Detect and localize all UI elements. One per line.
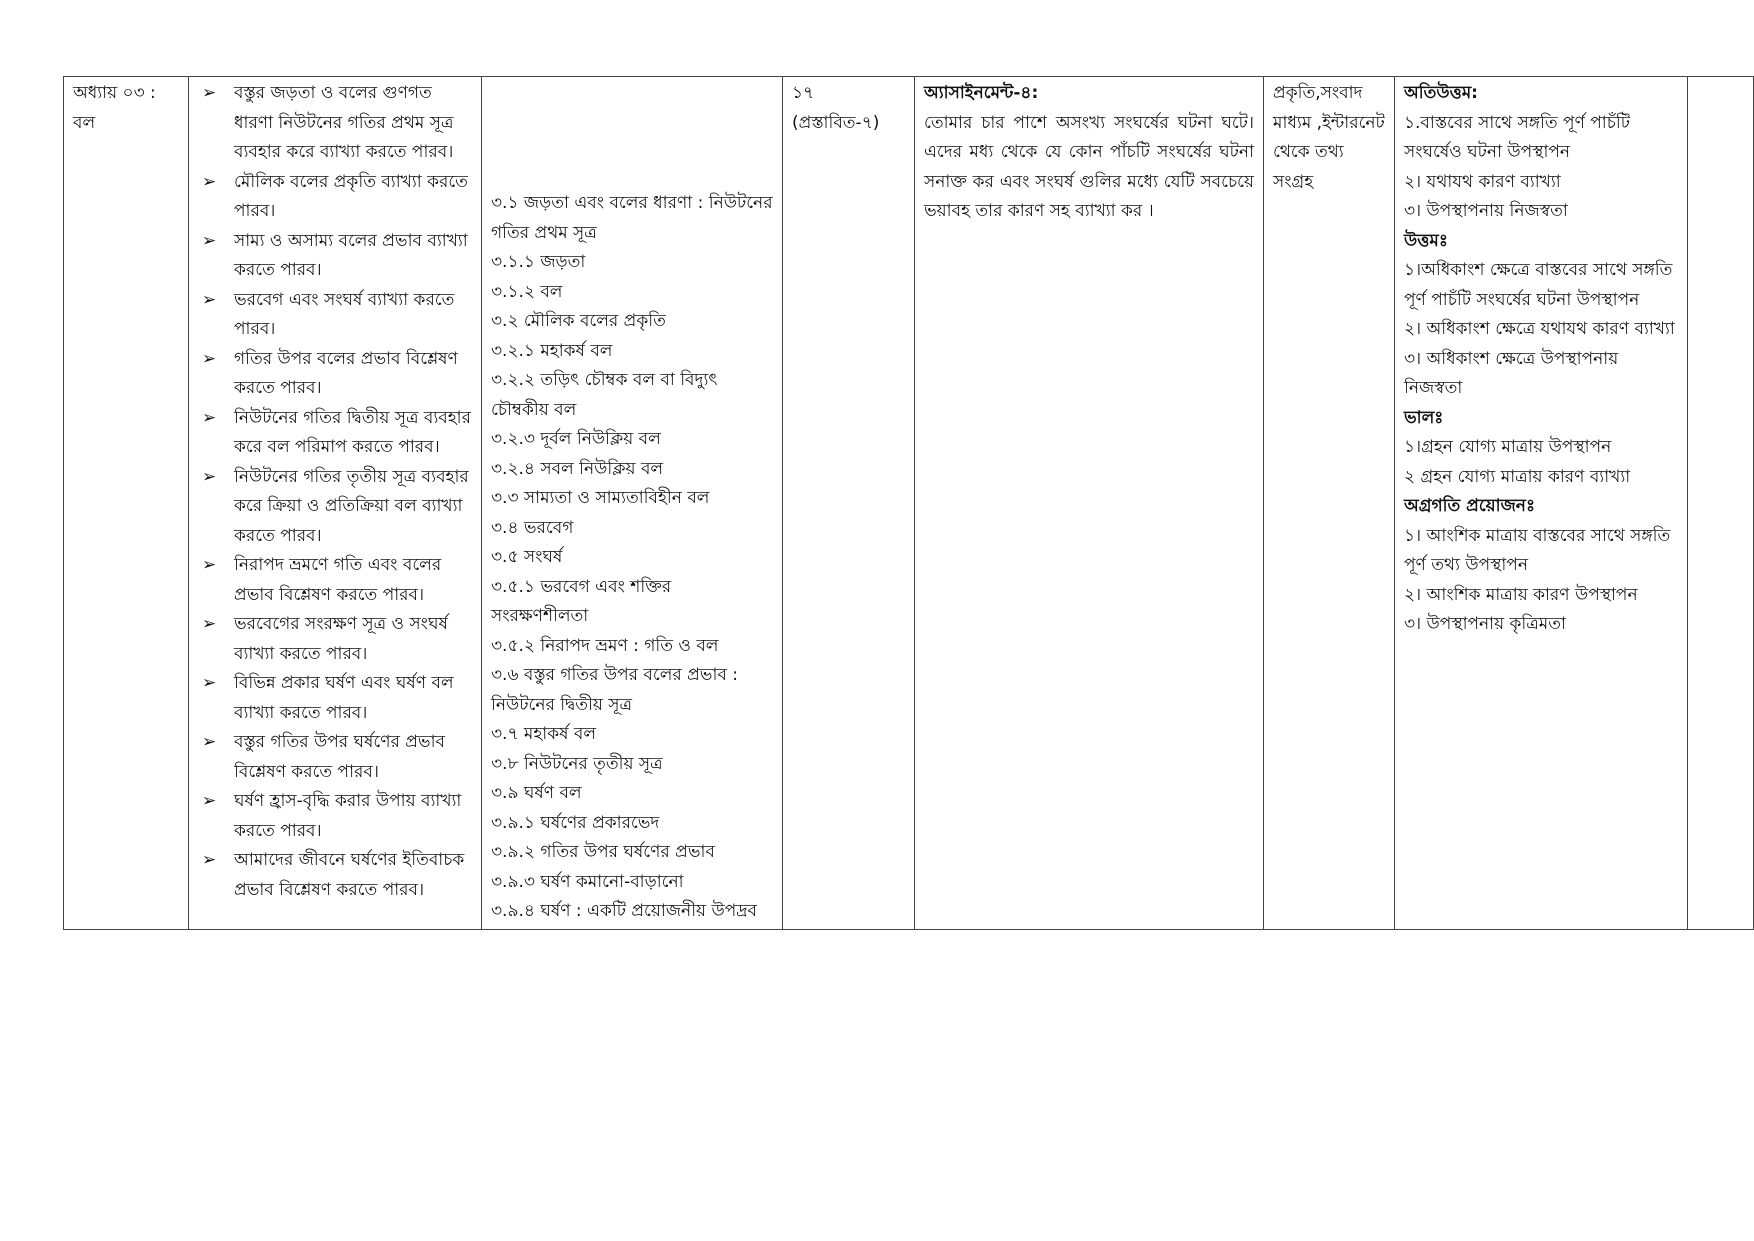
empty-cell [1688,77,1754,930]
list-item: ➢ বিভিন্ন প্রকার ঘর্ষণ এবং ঘর্ষণ বল ব্যাখ্যা করতে পারব। [198,669,472,728]
list-item: ➢ ভরবেগ এবং সংঘর্ষ ব্যাখ্যা করতে পারব। [198,286,472,345]
rubric-item: ২। অধিকাংশ ক্ষেত্রে যথাযথ কারণ ব্যাখ্যা [1404,319,1675,339]
learning-outcomes-cell [189,77,482,930]
assignment-text: তোমার চার পাশে অসংখ্য সংঘর্ষের ঘটনা ঘটে। এদের মধ্য থেকে যে কোন পাঁচটি সংঘর্ষের ঘটনা সনাক্ত কর এবং সংঘর্ষ গুলির মধ্যে যেটি সবচেয়ে ভয়াবহ তার কারণ সহ ব্যাখ্যা কর । [924,112,1254,221]
topic-item: ৩.৪ ভরবেগ [491,517,574,538]
topic-item: ৩.২.১ মহাকর্ষ বল [491,340,613,361]
learning-outcomes-list [198,79,472,905]
chapter-cell [64,77,189,930]
arrow-bullet-icon: ➢ [202,466,217,487]
chapter-title: অধ্যায় ০৩ : বল [73,83,156,133]
topic-item: ৩.৯.২ গতির উপর ঘর্ষণের প্রভাব [491,842,715,862]
assignment-title: অ্যাসাইনমেন্ট-৪: [924,83,1039,103]
arrow-bullet-icon: ➢ [202,732,217,752]
rubric-item: ৩। অধিকাংশ ক্ষেত্রে উপস্থাপনায় নিজস্বতা [1404,348,1619,398]
rubric-good-title: উত্তমঃ [1404,230,1448,251]
arrow-bullet-icon: ➢ [202,673,217,693]
rubric-cell [1395,77,1688,930]
topic-item: ৩.১.২ বল [491,281,563,302]
class-count-cell [783,77,915,930]
lesson-plan-table [63,76,1754,930]
rubric-item: ৩। উপস্থাপনায় নিজস্বতা [1404,201,1568,221]
arrow-bullet-icon: ➢ [202,230,217,251]
arrow-bullet-icon: ➢ [202,348,217,369]
arrow-bullet-icon: ➢ [202,791,217,811]
arrow-bullet-icon: ➢ [202,407,217,428]
list-item: ➢ ভরবেগের সংরক্ষণ সূত্র ও সংঘর্ষ ব্যাখ্যা করতে পারব। [198,610,472,669]
list-item: ➢ আমাদের জীবনে ঘর্ষণের ইতিবাচক প্রভাব বিশ্লেষণ করতে পারব। [198,846,472,905]
class-count: ১৭ [792,83,815,103]
topic-item: ৩.২.৩ দূর্বল নিউক্লিয় বল [491,429,661,449]
topic-item: ৩.৭ মহাকর্ষ বল [491,724,597,744]
topic-item: ৩.২.৪ সবল নিউক্লিয় বল [491,458,664,479]
rubric-needs-progress-title: অগ্রগতি প্রয়োজনঃ [1404,496,1536,516]
arrow-bullet-icon: ➢ [202,850,217,870]
rubric-item: ২। যথাযথ কারণ ব্যাখ্যা [1404,171,1561,192]
topic-item: ৩.১ জড়তা এবং বলের ধারণা : নিউটনের গতির প্রথম সূত্র [491,193,773,243]
arrow-bullet-icon: ➢ [202,289,217,310]
arrow-bullet-icon: ➢ [202,555,217,575]
topic-item: ৩.৯.৩ ঘর্ষণ কমানো-বাড়ানো [491,871,684,892]
rubric-item: ৩। উপস্থাপনায় কৃত্রিমতা [1404,614,1566,634]
topic-item: ৩.৯.৪ ঘর্ষণ : একটি প্রয়োজনীয় উপদ্রব [491,901,758,921]
source-cell [1264,77,1395,930]
arrow-bullet-icon: ➢ [202,83,217,103]
rubric-fair-title: ভালঃ [1404,407,1444,428]
table-row [64,77,1754,930]
topic-item: ৩.৬ বস্তুর গতির উপর বলের প্রভাব : নিউটনের দ্বিতীয় সূত্র [491,665,739,715]
arrow-bullet-icon: ➢ [202,171,217,192]
rubric-item: ১। আংশিক মাত্রায় বাস্তবের সাথে সঙ্গতি পূর্ণ তথ্য উপস্থাপন [1404,525,1671,575]
topic-item: ৩.৮ নিউটনের তৃতীয় সূত্র [491,753,663,774]
list-item: ➢ বস্তুর গতির উপর ঘর্ষণের প্রভাব বিশ্লেষণ করতে পারব। [198,728,472,787]
list-item: ➢ মৌলিক বলের প্রকৃতি ব্যাখ্যা করতে পারব। [198,168,472,227]
topic-item: ৩.১.১ জড়তা [491,252,586,272]
list-item: ➢ সাম্য ও অসাম্য বলের প্রভাব ব্যাখ্যা করতে পারব। [198,227,472,286]
list-item: ➢ নিউটনের গতির তৃতীয় সূত্র ব্যবহার করে ক্রিয়া ও প্রতিক্রিয়া বল ব্যাখ্যা করতে পারব। [198,463,472,552]
topic-item: ৩.৫.২ নিরাপদ ভ্রমণ : গতি ও বল [491,635,719,656]
topic-item: ৩.৯ ঘর্ষণ বল [491,783,582,803]
topic-item: ৩.৩ সাম্যতা ও সাম্যতাবিহীন বল [491,488,710,508]
list-item: ➢ বস্তুর জড়তা ও বলের গুণগত ধারণা নিউটনের গতির প্রথম সূত্র ব্যবহার করে ব্যাখ্যা করতে পারব। [198,79,472,168]
topic-item: ৩.৯.১ ঘর্ষণের প্রকারভেদ [491,812,660,833]
class-proposed: (প্রস্তাবিত-৭) [792,112,880,133]
list-item: ➢ ঘর্ষণ হ্রাস-বৃদ্ধি করার উপায় ব্যাখ্যা করতে পারব। [198,787,472,846]
topic-item: ৩.৫ সংঘর্ষ [491,547,563,567]
topic-item: ৩.২ মৌলিক বলের প্রকৃতি [491,311,666,331]
topics-cell [482,77,783,930]
arrow-bullet-icon: ➢ [202,614,217,634]
source-text: প্রকৃতি,সংবাদ মাধ্যম ,ইন্টারনেট থেকে তথ্য সংগ্রহ [1273,83,1385,192]
list-item: ➢ নিউটনের গতির দ্বিতীয় সূত্র ব্যবহার করে বল পরিমাপ করতে পারব। [198,404,472,463]
assignment-cell [915,77,1264,930]
topic-item: ৩.৫.১ ভরবেগ এবং শক্তির সংরক্ষণশীলতা [491,576,672,626]
rubric-item: ১.বাস্তবের সাথে সঙ্গতি পূর্ণ পাচঁটি সংঘর্ষেও ঘটনা উপস্থাপন [1404,112,1631,162]
rubric-excellent-title: অতিউত্তম: [1404,83,1478,103]
list-item: ➢ গতির উপর বলের প্রভাব বিশ্লেষণ করতে পারব। [198,345,472,404]
list-item: ➢ নিরাপদ ভ্রমণে গতি এবং বলের প্রভাব বিশ্লেষণ করতে পারব। [198,551,472,610]
rubric-item: ১।গ্রহন যোগ্য মাত্রায় উপস্থাপন [1404,437,1612,457]
topics-list [491,79,773,927]
rubric-item: ১।অধিকাংশ ক্ষেত্রে বাস্তবের সাথে সঙ্গতি পূর্ণ পাচঁটি সংঘর্ষের ঘটনা উপস্থাপন [1404,260,1673,310]
rubric-item: ২ গ্রহন যোগ্য মাত্রায় কারণ ব্যাখ্যা [1404,466,1631,487]
rubric-item: ২। আংশিক মাত্রায় কারণ উপস্থাপন [1404,584,1638,605]
topic-item: ৩.২.২ তড়িৎ চৌম্বক বল বা বিদ্যুৎ চৌম্বকীয় বল [491,370,718,420]
